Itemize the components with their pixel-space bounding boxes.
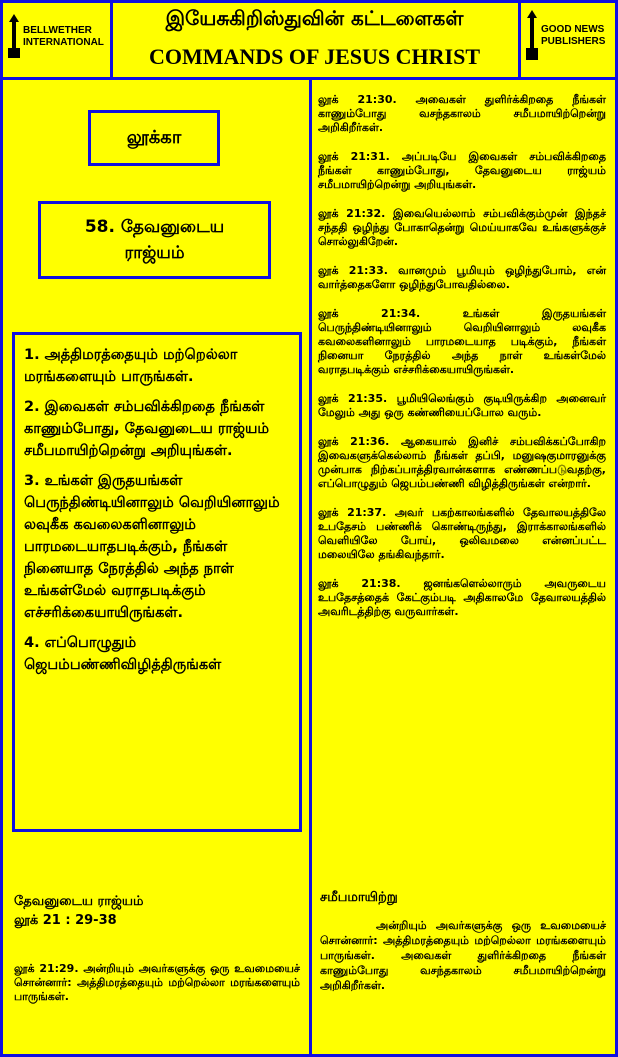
lesson-title (38, 201, 271, 279)
verse-30: லூக் 21:30. அவைகள் துளிர்க்கிறதை நீங்கள் காணும்போது வசந்தகாலம் சமீபமாயிற்றென்று அறிகிறீர்கள். (318, 93, 606, 134)
parable-title: சமீபமாயிற்று (320, 890, 398, 905)
verse-32: லூக் 21:32. இவையெல்லாம் சம்பவிக்கும்முன் இந்தச் சந்ததி ஒழிந்து போகாதென்று மெய்யாகவே உங்களுக்குச் சொல்லுகிறேன். (318, 207, 606, 248)
verse-34: லூக் 21:34. உங்கள் இருதயங்கள் பெருந்திண்டியினாலும் வெறியினாலும் லவுகீக கவலைகளினாலும் பாரமடையாத படிக்கும், நீங்கள் நினையா நேரத்தில் அந்த நாள் உங்கள்மேல் வராதபடிக்கும் எச்சரிக்கையாயிருங்கள். (318, 307, 606, 376)
verse-31: லூக் 21:31. அப்படியே இவைகள் சம்பவிக்கிறதை நீங்கள் காணும்போது, தேவனுடைய ராஜ்யம் சமீபமாயிற்றென்று அறியுங்கள். (318, 150, 606, 191)
verse-37: லூக் 21:37. அவர் பகற்காலங்களில் தேவாலயத்திலே உபதேசம் பண்ணிக் கொண்டிருந்து, இராக்காலங்களில் வெளியிலே போய், ஒலிவமலை என்னப்பட்ட மலையிலே தங்கிவந்தார். (318, 506, 606, 561)
points-list (24, 344, 294, 684)
bellwether-logo (8, 14, 105, 60)
verse-35: லூக் 21:35. பூமியிலெங்கும் குடியிருக்கிற அனைவர் மேலும் அது ஒரு கண்ணியைப்போல வரும். (318, 392, 606, 419)
reference-title: தேவனுடைய ராஜ்யம் (14, 894, 144, 909)
verse-38: லூக் 21:38. ஜனங்களெல்லாரும் அவருடைய உபதேசத்தைக் கேட்கும்படி அதிகாலமே தேவாலயத்தில் அவரிடத்திற்கு வருவார்கள். (318, 577, 606, 618)
point-2: 2. இவைகள் சம்பவிக்கிறதை நீங்கள் காணும்போது, தேவனுடைய ராஜ்யம் சமீபமாயிற்றென்று அறியுங்கள். (24, 399, 270, 459)
left-verse: லூக் 21:29. அன்றியும் அவர்களுக்கு ஒரு உவமையைச் சொன்னார்: அத்திமரத்தையும் மற்றெல்லா மரங்களையும் பாருங்கள். (14, 962, 300, 1003)
bellwether-logo-text: BELLWETHER INTERNATIONAL (23, 25, 104, 48)
header-title-english: COMMANDS OF JESUS CHRIST (148, 44, 481, 69)
bellwether-icon (8, 14, 20, 60)
book-title: லூக்கா (88, 110, 220, 166)
lesson-title-text: 58. தேவனுடைய ராஜ்யம் (84, 217, 225, 263)
point-3: 3. உங்கள் இருதயங்கள் பெருந்திண்டியினாலும் வெறியினாலும் லவுகீக கவலைகளினாலும் பாரமடையாதபடிக்கும், நீங்கள் நினையாத நேரத்தில் அந்த நாள் உங்கள்மேல் வராதபடிக்கும் எச்சரிக்கையாயிருங்கள். (24, 473, 280, 621)
good-news-logo (526, 10, 613, 62)
good-news-logo-text: GOOD NEWS PUBLISHERS (541, 24, 606, 47)
parable-text: அன்றியும் அவர்களுக்கு ஒரு உவமையைச் சொன்னார்: அத்திமரத்தையும் மற்றெல்லா மரங்களையும் பாருங்கள். அவைகள் துளிர்க்கிறதை நீங்கள் காணும்போது வசந்தகாலம் சமீபமாயிற்றென்று அறிகிறீர்கள். (320, 919, 606, 992)
reference-citation: லூக் 21 : 29-38 (14, 913, 117, 928)
point-4: 4. எப்பொழுதும் ஜெபம்பண்ணிவிழித்திருங்கள் (24, 635, 222, 673)
point-1: 1. அத்திமரத்தையும் மற்றெல்லா மரங்களையும் பாருங்கள். (24, 347, 238, 385)
header-title-tamil: இயேசுகிறிஸ்துவின் கட்டளைகள் (165, 6, 464, 30)
verses-list (318, 93, 606, 634)
good-news-icon (526, 10, 538, 62)
verse-33: லூக் 21:33. வானமும் பூமியும் ஒழிந்துபோம், என் வார்த்தைகளோ ஒழிந்துபோவதில்லை. (318, 264, 606, 291)
verse-36: லூக் 21:36. ஆகையால் இனிச் சம்பவிக்கப்போகிற இவைகளுக்கெல்லாம் நீங்கள் தப்பி, மனுஷகுமாரனுக்கு முன்பாக நிற்கப்பாத்திரவான்களாக எண்ணப்படுவதற்கு, எப்பொழுதும் ஜெபம்பண்ணி விழித்திருங்கள் என்றார். (318, 435, 606, 490)
